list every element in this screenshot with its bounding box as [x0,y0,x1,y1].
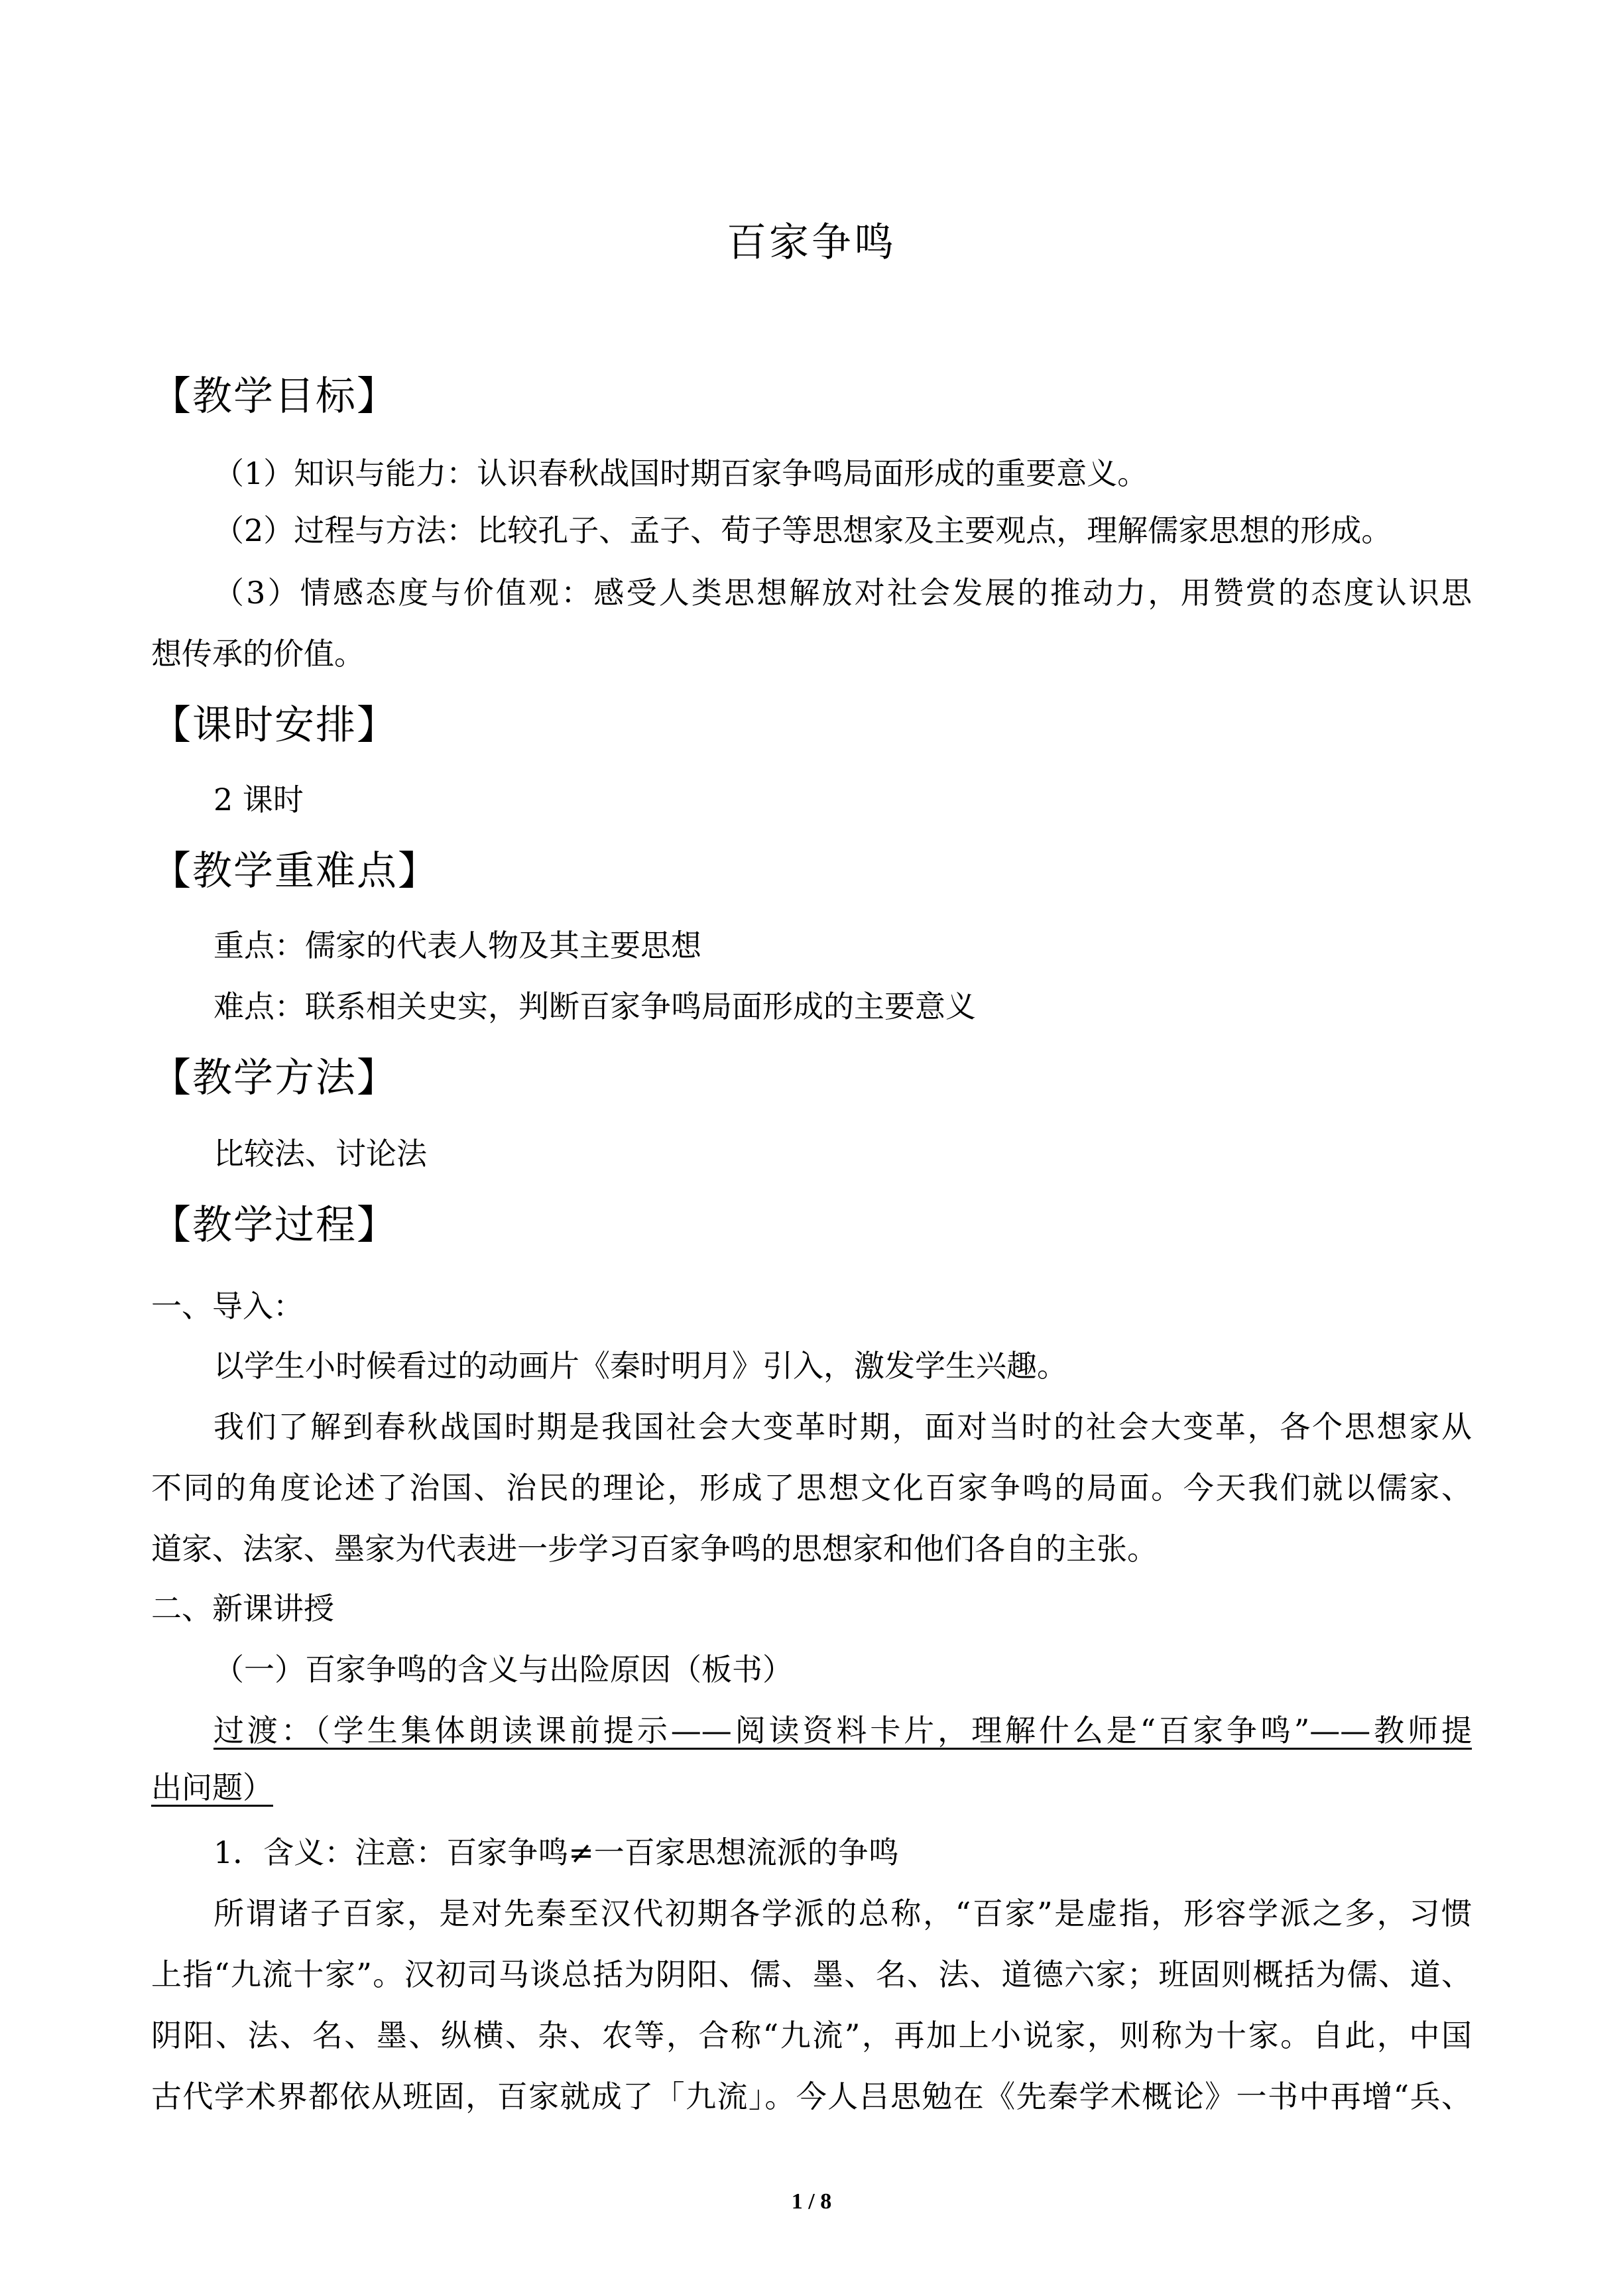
intro-paragraph-2-line-1: 我们了解到春秋战国时期是我国社会大变革时期，面对当时的社会大变革，各个思想家从 [213,1409,1472,1445]
paragraph-line-3: 阴阳、法、名、墨、纵横、杂、农等，合称“九流”，再加上小说家，则称为十家。自此，中国 [151,2018,1472,2053]
key-point-focus: 重点：儒家的代表人物及其主要思想 [213,928,701,963]
intro-paragraph-1: 以学生小时候看过的动画片《秦时明月》引入，激发学生兴趣。 [213,1348,1067,1384]
paragraph-line-1: 所谓诸子百家，是对先秦至汉代初期各学派的总称，“百家”是虚指，形容学派之多，习惯 [213,1896,1472,1931]
paragraph-line-4: 古代学术界都依从班固，百家就成了「九流」。今人吕思勉在《先秦学术概论》一书中再增“兵、 [151,2079,1472,2114]
section-heading-process: 【教学过程】 [151,1202,398,1248]
new-lesson-label: 二、新课讲授 [151,1591,334,1626]
goal-item-3-line-2: 想传承的价值。 [151,636,365,672]
subsection-1-heading: （一）百家争鸣的含义与出险原因（板书） [213,1652,793,1687]
section-heading-key-points: 【教学重难点】 [151,848,439,894]
paragraph-line-2: 上指“九流十家”。汉初司马谈总括为阴阳、儒、墨、名、法、道德六家；班固则概括为儒、道、 [151,1957,1472,1992]
methods-text: 比较法、讨论法 [213,1136,427,1172]
goal-item-1: （1）知识与能力：认识春秋战国时期百家争鸣局面形成的重要意义。 [213,455,1148,491]
transition-line-2: 出问题） [151,1770,273,1805]
page-number: 1 / 8 [791,2189,832,2214]
goal-item-2: （2）过程与方法：比较孔子、孟子、荀子等思想家及主要观点，理解儒家思想的形成。 [213,513,1392,548]
intro-paragraph-2-line-2: 不同的角度论述了治国、治民的理论，形成了思想文化百家争鸣的局面。今天我们就以儒家、 [151,1470,1472,1506]
meaning-point: 1．含义：注意：百家争鸣≠一百家思想流派的争鸣 [213,1835,899,1870]
transition-line-1: 过渡：（学生集体朗读课前提示——阅读资料卡片，理解什么是“百家争鸣”——教师提 [213,1713,1472,1748]
section-heading-goals: 【教学目标】 [151,373,398,420]
key-point-difficulty: 难点：联系相关史实，判断百家争鸣局面形成的主要意义 [213,989,976,1024]
schedule-text: 2 课时 [213,782,304,817]
section-heading-methods: 【教学方法】 [151,1055,398,1101]
goal-item-3-line-1: （3）情感态度与价值观：感受人类思想解放对社会发展的推动力，用赞赏的态度认识思 [213,575,1472,611]
document-title: 百家争鸣 [727,219,896,266]
intro-paragraph-2-line-3: 道家、法家、墨家为代表进一步学习百家争鸣的思想家和他们各自的主张。 [151,1531,1158,1567]
section-heading-schedule: 【课时安排】 [151,702,398,749]
intro-label: 一、导入： [151,1288,304,1324]
